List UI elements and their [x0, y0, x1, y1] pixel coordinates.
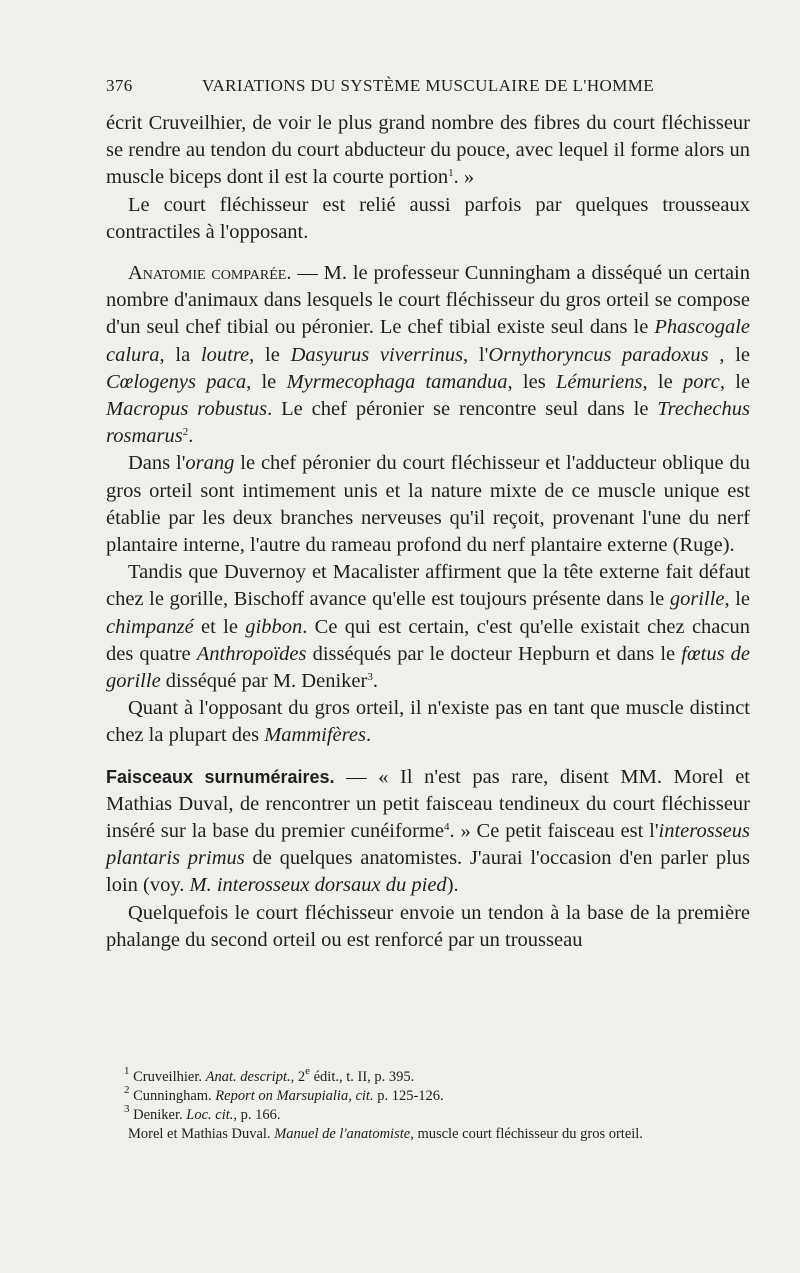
footnote: $^2$ Cunningham. Report on Marsupialia, cit. p. 125-126. [124, 1084, 444, 1104]
section-heading: Anatomie comparée. [128, 262, 292, 285]
footnote: $^3$ Deniker. Loc. cit., p. 166. [124, 1103, 281, 1123]
running-header [106, 76, 750, 102]
footnote-ref: 3 [367, 671, 373, 684]
page-number: 376 [106, 76, 133, 95]
footnote-ref: 4 [443, 821, 450, 834]
paragraph: Quelquefois le court fléchisseur envoie un tendon à la base de la première phalange du second orteil ou est renforcé par un trousseau [106, 901, 750, 951]
footnote: Morel et Mathias Duval. Manuel de l'anatomiste, muscle court fléchisseur du gros orteil. [128, 1126, 643, 1142]
paragraph: Quant à l'opposant du gros orteil, il n'existe pas en tant que muscle distinct chez la plupart des Mammifères. [106, 697, 750, 747]
paragraph: Tandis que Duvernoy et Macalister affirment que la tête externe fait défaut chez le gorille, Bischoff avance qu'elle est toujours présente dans le gorille, le chimpanzé et le gibbon. Ce qui est certain, c'est qu'elle existait chez chacun des quatre Anthropoïdes disséqués par le docteur Hepburn et dans le fœtus de gorille disséqué par M. Deniker$^3$. [106, 561, 751, 693]
footnotes [106, 1065, 750, 1144]
footnote-ref: 1 [448, 167, 454, 180]
paragraph-anatomie-comparee: Anatomie comparée. — M. le professeur Cunningham a disséqué un certain nombre d'animaux dans lesquels le court fléchisseur du gros orteil se compose d'un seul chef tibial ou péronier. Le chef tibial existe seul dans le Phascogale calura, la loutre, le Dasyurus viverrinus, l'Ornythoryncus paradoxus , le Cœlogenys paca, le Myrmecophaga tamandua, les Lémuriens, le porc, le Macropus robustus. Le chef péronier se rencontre seul dans le Trechechus rosmarus$^2$. [106, 262, 751, 448]
running-title: VARIATIONS DU SYSTÈME MUSCULAIRE DE L'HOMME [202, 76, 655, 95]
paragraph: Le court fléchisseur est relié aussi parfois par quelques trousseaux contractiles à l'opposant. [106, 193, 750, 243]
section-heading: Faisceaux surnuméraires. [106, 766, 335, 787]
paragraph-faisceaux: Faisceaux surnuméraires. — « Il n'est pas rare, disent MM. Morel et Mathias Duval, de rencontrer un petit faisceau tendineux du court fléchisseur inséré sur la base du premier cunéiforme$^4$. » Ce petit faisceau est l'interosseus plantaris primus de quelques anatomistes. J'aurai l'occasion d'en parler plus loin (voy. M. interosseux dorsaux du pied). [106, 765, 751, 897]
footnote-ref: 2 [182, 426, 189, 439]
main-text [106, 110, 750, 954]
paragraph: Dans l'orang le chef péronier du court fléchisseur et l'adducteur oblique du gros orteil sont intimement unis et la nature mixte de ce muscle unique est établie par les deux branches nerveuses qu'il reçoit, provenant l'une du nerf plantaire interne, l'autre du rameau profond du nerf plantaire externe (Ruge). [106, 452, 750, 557]
footnote: $^1$ Cruveilhier. Anat. descript., 2e édit., t. II, p. 395. [124, 1065, 415, 1085]
paragraph: écrit Cruveilhier, de voir le plus grand nombre des fibres du court fléchisseur se rendre au tendon du court abducteur du pouce, avec lequel il forme alors un muscle biceps dont il est la courte portion$^1$. » [106, 112, 750, 189]
